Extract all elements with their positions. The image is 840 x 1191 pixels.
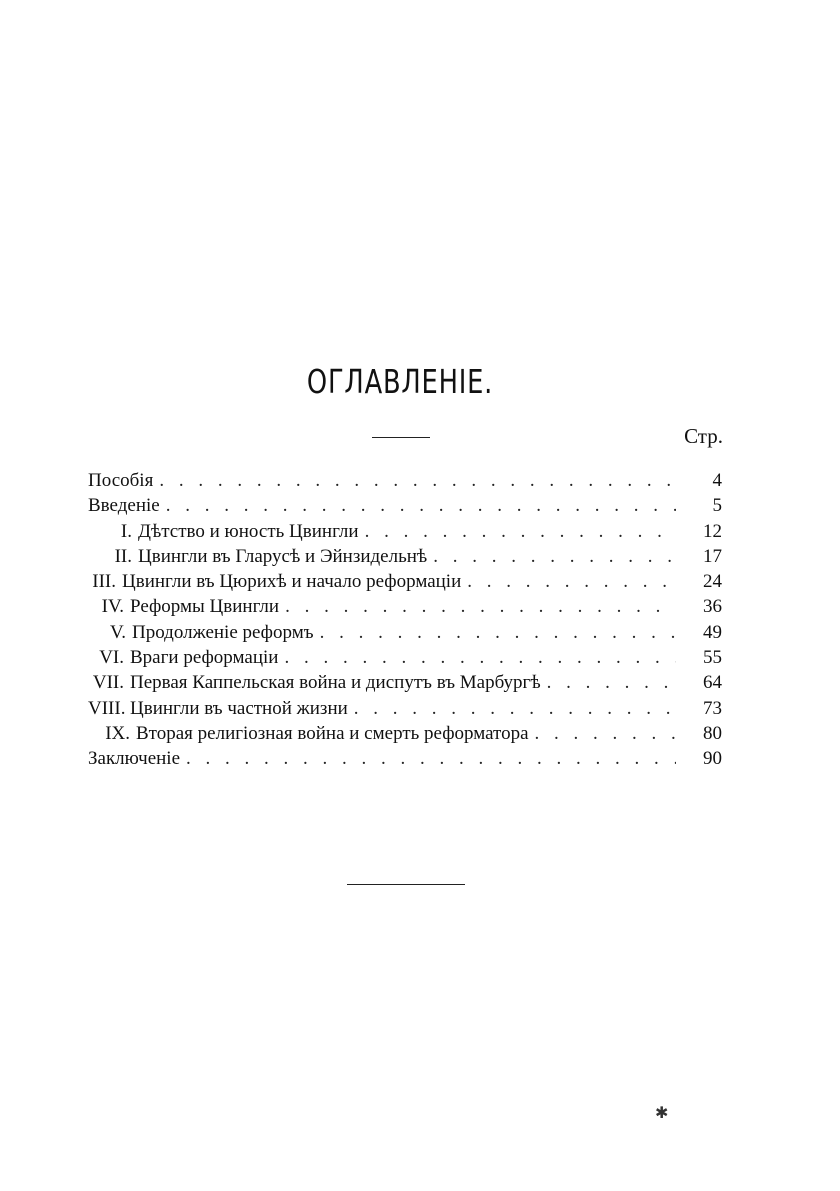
toc-row-chapter-6 — [88, 645, 722, 670]
toc-number: IV. — [101, 596, 124, 618]
dot-leader — [320, 620, 676, 645]
toc-page: 55 — [703, 647, 722, 669]
toc-page: 73 — [703, 697, 722, 719]
dot-leader — [186, 746, 676, 771]
toc-label: Введеніе — [88, 495, 160, 517]
toc-label: Первая Каппельская война и диспутъ въ Марбургѣ — [130, 672, 541, 694]
toc-row-zaklyuchenie — [88, 746, 722, 771]
toc-page: 36 — [703, 596, 722, 618]
toc-label: Цвингли въ частной жизни — [130, 697, 348, 719]
toc-number: V. — [109, 621, 126, 643]
dot-leader — [159, 468, 676, 493]
toc-label: Цвингли въ Цюрихѣ и начало реформаціи — [122, 571, 462, 593]
toc-page: 49 — [703, 621, 722, 643]
ink-speck-icon: ✱ — [655, 1105, 669, 1122]
toc-page: 5 — [712, 495, 722, 517]
table-of-contents — [88, 468, 722, 772]
page-title: ОГЛАВЛЕНІЕ. — [306, 362, 494, 401]
toc-row-chapter-8 — [88, 696, 722, 721]
toc-number: II. — [114, 545, 132, 567]
page-column-label: Стр. — [684, 424, 723, 448]
toc-label: Пособія — [88, 470, 154, 491]
dot-leader — [354, 696, 676, 721]
toc-label: Вторая религіозная война и смерть реформатора — [136, 722, 529, 744]
toc-row-chapter-7 — [88, 670, 722, 695]
dot-leader — [547, 670, 676, 695]
dot-leader — [365, 519, 676, 544]
toc-page: 80 — [703, 722, 722, 744]
dot-leader — [467, 569, 676, 594]
toc-label: Продолженіе реформъ — [132, 621, 314, 643]
toc-label: Реформы Цвингли — [130, 596, 280, 618]
toc-row-chapter-5 — [88, 620, 722, 645]
toc-number: VIII. — [88, 697, 126, 719]
toc-number: VI. — [99, 647, 124, 669]
toc-label: Враги реформаціи — [130, 647, 279, 669]
toc-page: 4 — [712, 470, 722, 491]
toc-label: Заключеніе — [88, 748, 181, 770]
toc-page: 12 — [703, 520, 722, 542]
toc-row-chapter-3 — [88, 569, 722, 594]
toc-row-chapter-2 — [88, 544, 722, 569]
toc-label: Дѣтство и юность Цвингли — [138, 520, 359, 542]
dot-leader — [535, 721, 676, 746]
toc-page: 64 — [703, 672, 722, 694]
toc-row-chapter-4 — [88, 594, 722, 619]
toc-number: III. — [92, 571, 116, 593]
toc-row-chapter-1 — [88, 519, 722, 544]
toc-label: Цвингли въ Гларусѣ и Эйнзидельнѣ — [138, 545, 428, 567]
toc-number: VII. — [92, 672, 124, 694]
toc-number: IX. — [105, 722, 130, 744]
title-rule — [372, 437, 430, 438]
dot-leader — [285, 594, 676, 619]
dot-leader — [433, 544, 676, 569]
toc-page: 17 — [703, 545, 722, 567]
toc-row-chapter-9 — [88, 721, 722, 746]
toc-number: I. — [120, 520, 132, 542]
toc-page: 24 — [703, 571, 722, 593]
dot-leader — [166, 493, 676, 518]
toc-page: 90 — [703, 748, 722, 770]
closing-rule — [347, 884, 465, 885]
dot-leader — [284, 645, 676, 670]
toc-row-vvedenie — [88, 493, 722, 518]
toc-row-posobiya — [88, 468, 722, 493]
